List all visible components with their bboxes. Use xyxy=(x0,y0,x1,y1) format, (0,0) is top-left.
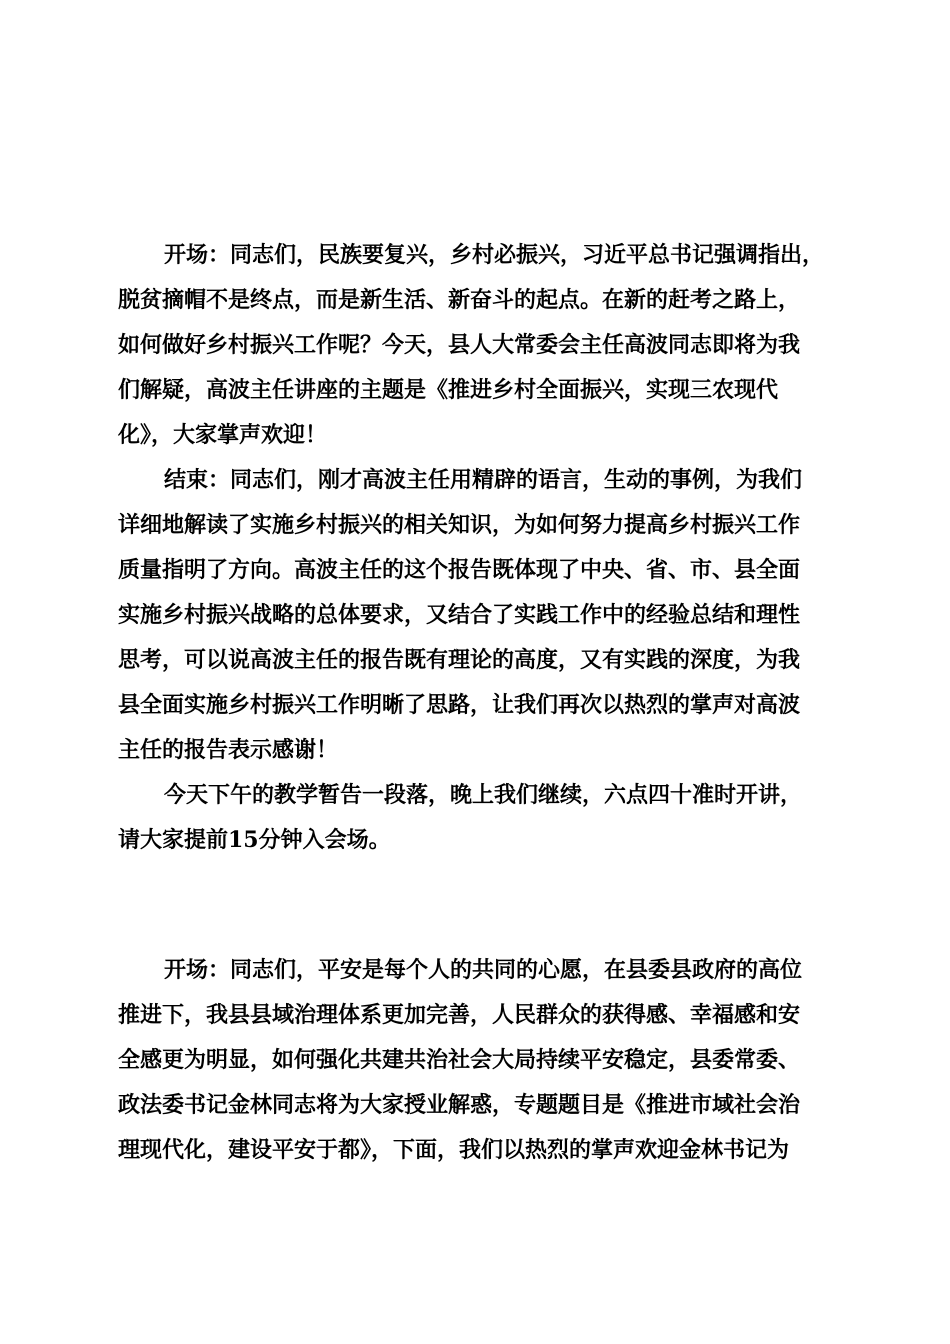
paragraph-opening-line: 化》，大家掌声欢迎！ xyxy=(118,422,328,448)
paragraph-opening-line: 理现代化，建设平安于都》，下面，我们以热烈的掌声欢迎金林书记为 xyxy=(118,1137,790,1163)
paragraph-schedule-line: 今天下午的教学暂告一段落，晚上我们继续，六点四十准时开讲， xyxy=(164,782,803,808)
paragraph-opening-line: 开场：同志们，平安是每个人的共同的心愿，在县委县政府的高位 xyxy=(164,957,803,983)
paragraph-closing-line: 详细地解读了实施乡村振兴的相关知识，为如何努力提高乡村振兴工作 xyxy=(118,512,801,538)
paragraph-opening-line: 们解疑，高波主任讲座的主题是《推进乡村全面振兴，实现三农现代 xyxy=(118,377,779,403)
paragraph-opening-line: 政法委书记金林同志将为大家授业解惑，专题题目是《推进市域社会治 xyxy=(118,1092,801,1118)
paragraph-opening-line: 开场：同志们，民族要复兴，乡村必振兴，习近平总书记强调指出， xyxy=(164,242,825,268)
paragraph-opening-line: 全感更为明显，如何强化共建共治社会大局持续平安稳定，县委常委、 xyxy=(118,1047,801,1073)
paragraph-closing-line: 结束：同志们，刚才高波主任用精辟的语言，生动的事例，为我们 xyxy=(164,467,803,493)
paragraph-closing-line: 主任的报告表示感谢！ xyxy=(118,737,339,763)
paragraph-schedule-line: 请大家提前15分钟入会场。 xyxy=(118,827,391,853)
paragraph-opening-line: 如何做好乡村振兴工作呢？今天，县人大常委会主任高波同志即将为我 xyxy=(118,332,801,358)
paragraph-closing-line: 思考，可以说高波主任的报告既有理论的高度，又有实践的深度，为我 xyxy=(118,647,801,673)
paragraph-opening-line: 推进下，我县县域治理体系更加完善，人民群众的获得感、幸福感和安 xyxy=(118,1002,801,1028)
paragraph-closing-line: 实施乡村振兴战略的总体要求，又结合了实践工作中的经验总结和理性 xyxy=(118,602,801,628)
paragraph-closing-line: 县全面实施乡村振兴工作明晰了思路，让我们再次以热烈的掌声对高波 xyxy=(118,692,801,718)
paragraph-closing-line: 质量指明了方向。高波主任的这个报告既体现了中央、省、市、县全面 xyxy=(118,557,801,583)
paragraph-opening-line: 脱贫摘帽不是终点，而是新生活、新奋斗的起点。在新的赶考之路上， xyxy=(118,287,801,313)
